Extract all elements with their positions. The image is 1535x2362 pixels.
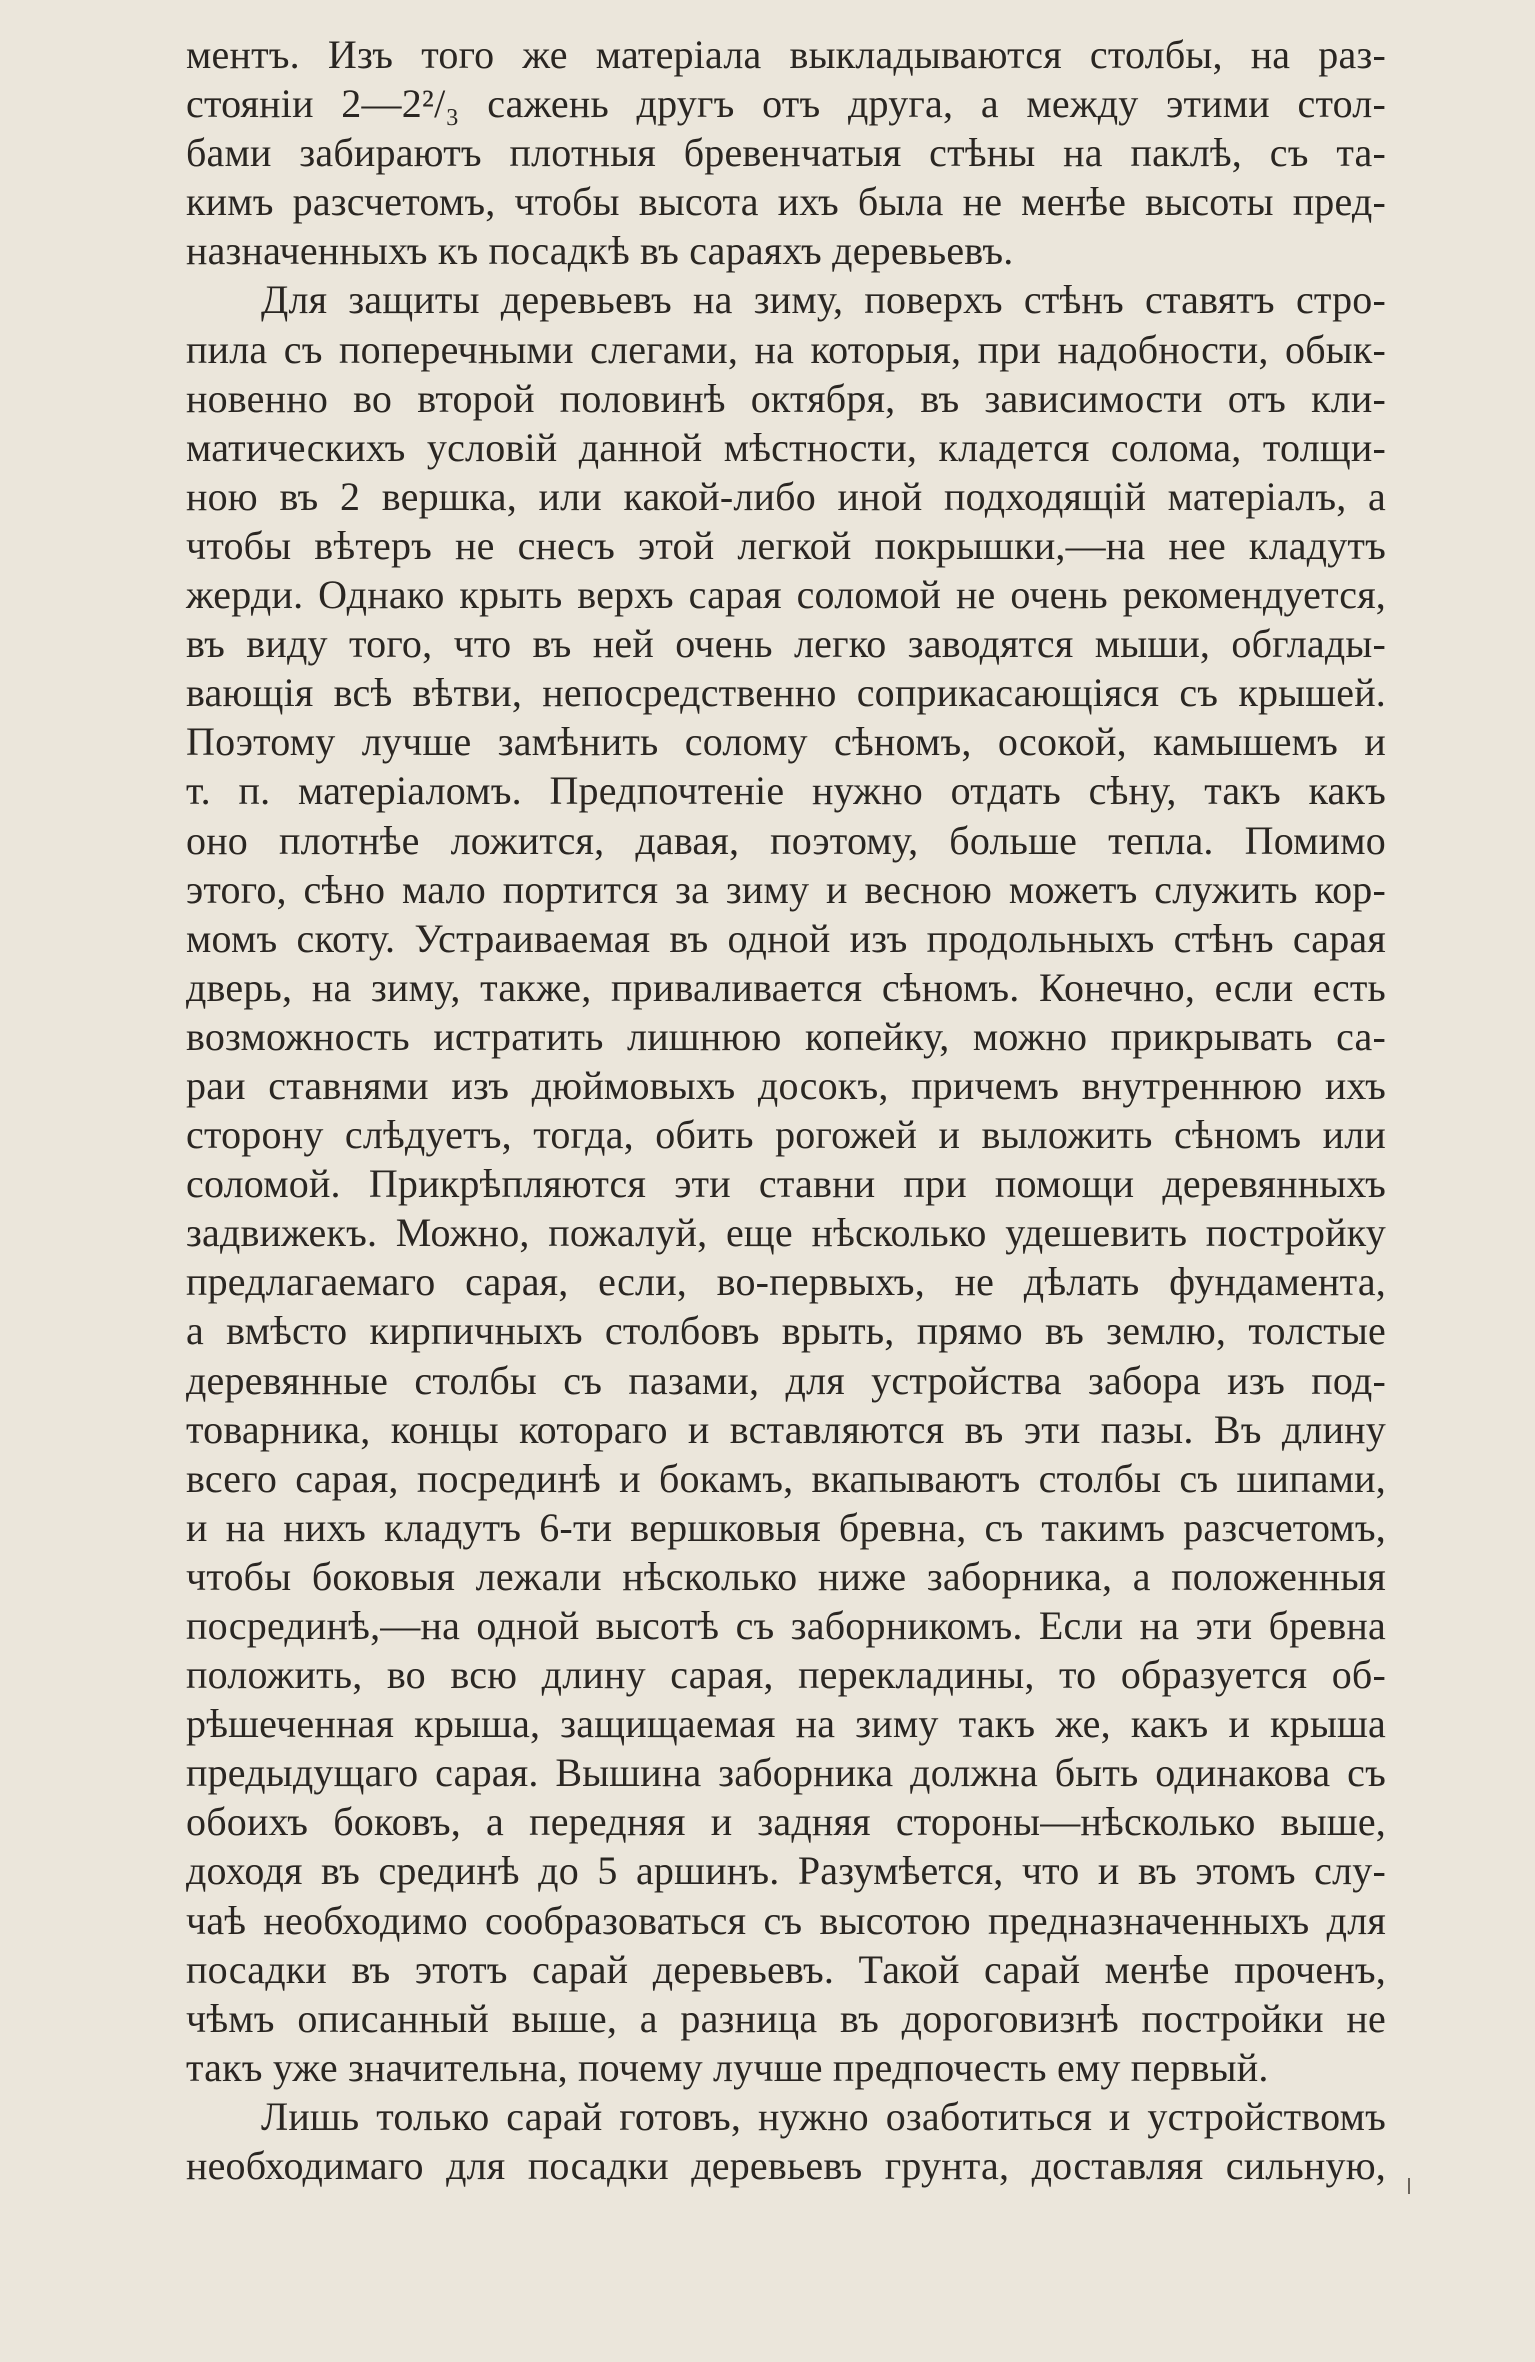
text-line: т. п. матеріаломъ. Предпочтеніе нужно отдать сѣну, такъ какъ (186, 768, 1386, 814)
text-line: этого, сѣно мало портится за зиму и весною можетъ служить кор- (186, 866, 1386, 912)
text-line: и на нихъ кладутъ 6-ти вершковыя бревна, съ такимъ разсчетомъ, (186, 1504, 1386, 1550)
text-line: деревянные столбы съ пазами, для устройства забора изъ под- (186, 1357, 1386, 1403)
text-line: момъ скоту. Устраиваемая въ одной изъ продольныхъ стѣнъ сарая (186, 915, 1386, 961)
text-line: кимъ разсчетомъ, чтобы высота ихъ была не менѣе высоты пред- (186, 179, 1386, 225)
paragraph (186, 2092, 1386, 2190)
text-line: ною въ 2 вершка, или какой-либо иной подходящій матеріалъ, а (186, 473, 1386, 519)
text-line: оно плотнѣе ложится, давая, поэтому, больше тепла. Помимо (186, 817, 1386, 863)
paragraph (186, 275, 1386, 2091)
print-mark (1408, 2178, 1410, 2194)
text-line: бами забираютъ плотныя бревенчатыя стѣны на паклѣ, съ та- (186, 130, 1386, 176)
text-line: вающія всѣ вѣтви, непосредственно соприкасающіяся съ крышей. (186, 670, 1386, 716)
text-line: товарника, концы котораго и вставляются въ эти пазы. Въ длину (186, 1406, 1386, 1452)
text-line: раи ставнями изъ дюймовыхъ досокъ, причемъ внутреннюю ихъ (186, 1062, 1386, 1108)
text-line: задвижекъ. Можно, пожалуй, еще нѣсколько удешевить постройку (186, 1210, 1386, 1256)
text-line: пила съ поперечными слегами, на которыя, при надобности, обык- (186, 326, 1386, 372)
text-line: соломой. Прикрѣпляются эти ставни при помощи деревянныхъ (186, 1161, 1386, 1207)
text-line: въ виду того, что въ ней очень легко заводятся мыши, обглады- (186, 621, 1386, 667)
text-line: рѣшеченная крыша, защищаемая на зиму такъ же, какъ и крыша (186, 1701, 1386, 1747)
text-line: чтобы вѣтеръ не снесъ этой легкой покрышки,—на нее кладутъ (186, 522, 1386, 568)
text-line: возможность истратить лишнюю копейку, можно прикрывать са- (186, 1013, 1386, 1059)
text-line: дверь, на зиму, также, приваливается сѣномъ. Конечно, если есть (186, 964, 1386, 1010)
text-line: такъ уже значительна, почему лучше предпочесть ему первый. (186, 2044, 1269, 2090)
page-text-block (186, 30, 1386, 2190)
text-line: предыдущаго сарая. Вышина заборника должна быть одинакова съ (186, 1750, 1386, 1796)
text-line: ментъ. Изъ того же матеріала выкладываются столбы, на раз- (186, 32, 1386, 77)
text-line: обоихъ боковъ, а передняя и задняя стороны—нѣсколько выше, (186, 1799, 1386, 1845)
text-line: стояніи 2—2²/₃ сажень другъ отъ друга, а между этими стол- (186, 81, 1386, 127)
text-line: чтобы боковыя лежали нѣсколько ниже заборника, а положенныя (186, 1553, 1386, 1599)
text-line: посадки въ этотъ сарай деревьевъ. Такой сарай менѣе проченъ, (186, 1946, 1386, 1992)
paragraph (186, 30, 1386, 275)
text-line: назначенныхъ къ посадкѣ въ сараяхъ деревьевъ. (186, 228, 1014, 274)
text-line: Для защиты деревьевъ на зиму, поверхъ стѣнъ ставятъ стро- (261, 277, 1386, 323)
text-line: предлагаемаго сарая, если, во-первыхъ, не дѣлать фундамента, (186, 1259, 1386, 1305)
text-line: а вмѣсто кирпичныхъ столбовъ врыть, прямо въ землю, толстые (186, 1308, 1386, 1354)
text-line: доходя въ срединѣ до 5 аршинъ. Разумѣется, что и въ этомъ слу- (186, 1848, 1386, 1894)
text-line: Поэтому лучше замѣнить солому сѣномъ, осокой, камышемъ и (186, 719, 1386, 765)
text-line: всего сарая, посрединѣ и бокамъ, вкапываютъ столбы съ шипами, (186, 1455, 1386, 1501)
text-line: чѣмъ описанный выше, а разница въ дороговизнѣ постройки не (186, 1995, 1386, 2041)
text-line: положить, во всю длину сарая, перекладины, то образуется об- (186, 1652, 1386, 1698)
text-line: сторону слѣдуетъ, тогда, обить рогожей и выложить сѣномъ или (186, 1112, 1386, 1158)
text-line: новенно во второй половинѣ октября, въ зависимости отъ кли- (186, 375, 1386, 421)
text-line: посрединѣ,—на одной высотѣ съ заборникомъ. Если на эти бревна (186, 1603, 1386, 1648)
text-line: чаѣ необходимо сообразоваться съ высотою предназначенныхъ для (186, 1897, 1386, 1943)
text-line: матическихъ условій данной мѣстности, кладется солома, толщи- (186, 424, 1386, 470)
text-line: Лишь только сарай готовъ, нужно озаботиться и устройствомъ (261, 2093, 1386, 2139)
text-line: жерди. Однако крыть верхъ сарая соломой не очень рекомендуется, (186, 572, 1386, 618)
text-line: необходимаго для посадки деревьевъ грунта, доставляя сильную, (186, 2143, 1386, 2189)
